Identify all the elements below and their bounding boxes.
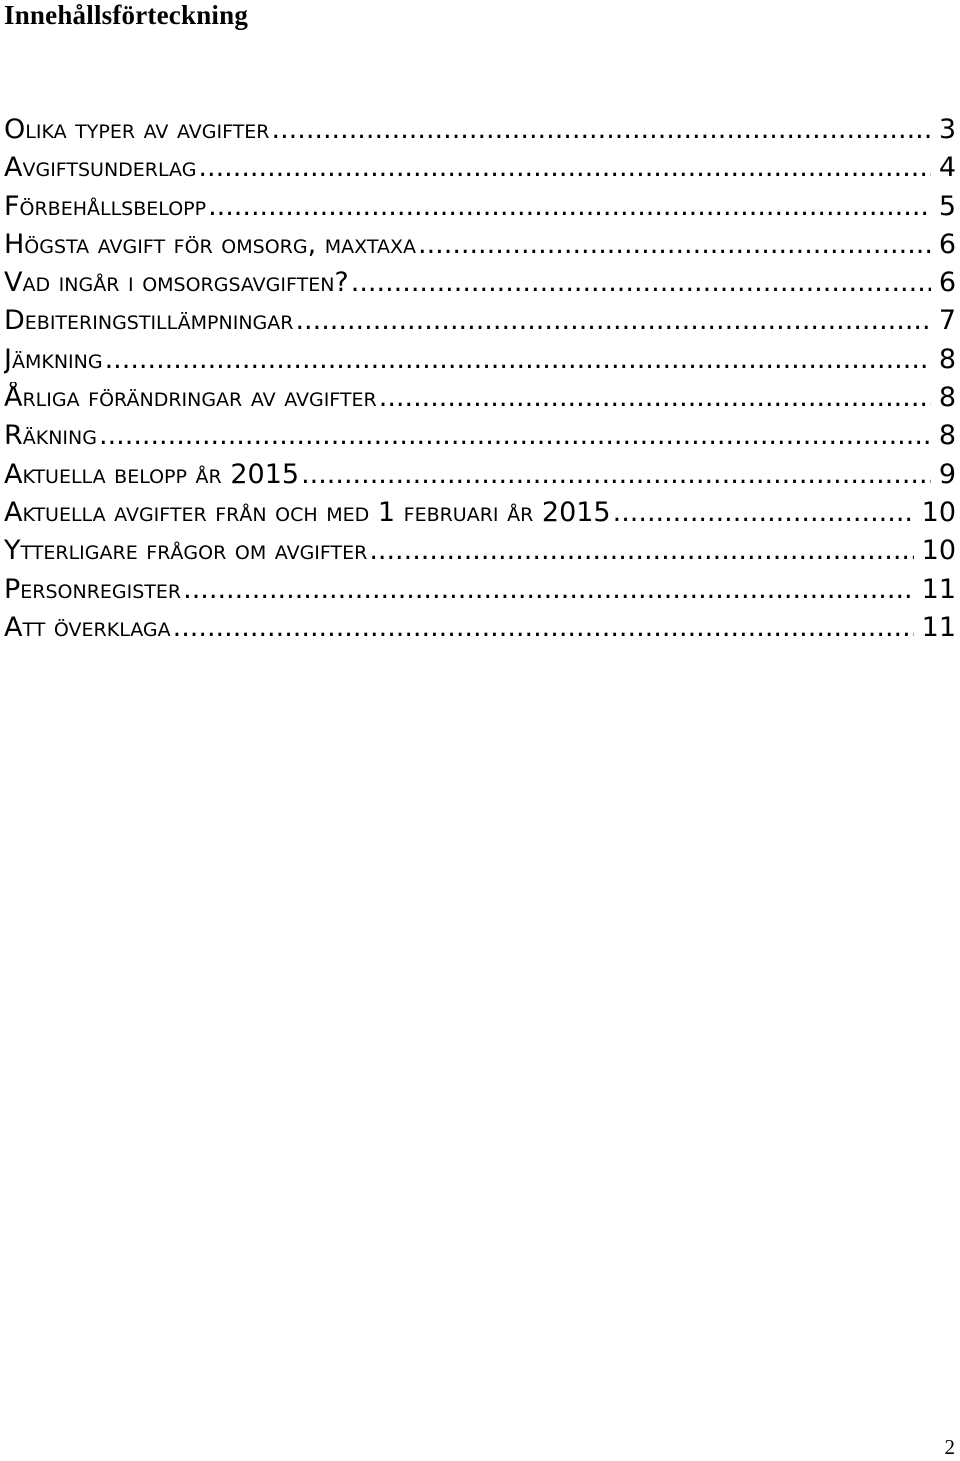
toc-leader-dots [198, 152, 930, 183]
toc-entry-label: Ytterligare frågor om avgifter [4, 535, 368, 567]
toc-entry[interactable] [4, 612, 956, 650]
toc-title: Innehållsförteckning [4, 0, 249, 30]
toc-entry-label: Att överklaga [4, 611, 171, 643]
toc-leader-dots [183, 574, 914, 605]
toc-entry[interactable] [4, 497, 956, 535]
toc-entry-label: Räkning [4, 420, 97, 452]
toc-leader-dots [99, 420, 931, 451]
toc-entry-page: 9 [938, 458, 956, 490]
toc-entry-label: Jämkning [4, 343, 103, 375]
toc-entry[interactable] [4, 191, 956, 229]
toc-entry-page: 4 [938, 152, 956, 184]
toc-entry-page: 5 [938, 190, 956, 222]
toc-leader-dots [301, 459, 931, 490]
toc-entry-label: Personregister [4, 573, 182, 605]
toc-leader-dots [271, 114, 930, 145]
toc-entry[interactable] [4, 574, 956, 612]
toc-entry-label: Olika typer av avgifter [4, 114, 270, 145]
toc-entry[interactable] [4, 344, 956, 382]
toc-leader-dots [295, 305, 930, 336]
toc-entry-label: Aktuella avgifter från och med 1 februari år 2015 [4, 496, 611, 528]
toc-entry-label: Vad ingår i omsorgsavgiften? [4, 267, 349, 299]
toc-entry-label: Aktuella belopp år 2015 [4, 458, 300, 490]
toc-leader-dots [173, 612, 914, 643]
toc-leader-dots [418, 229, 931, 260]
toc-entry-page: 6 [938, 267, 956, 299]
toc-entry-page: 8 [938, 420, 956, 452]
toc-leader-dots [105, 344, 931, 375]
toc-list [4, 114, 956, 650]
toc-leader-dots [208, 191, 931, 222]
toc-entry-page: 11 [921, 573, 956, 605]
toc-entry[interactable] [4, 267, 956, 305]
toc-entry[interactable] [4, 420, 956, 458]
toc-leader-dots [379, 382, 931, 413]
toc-entry-page: 11 [921, 611, 956, 643]
toc-entry[interactable] [4, 305, 956, 343]
toc-entry-page: 8 [938, 382, 956, 414]
toc-entry-label: Avgiftsunderlag [4, 152, 197, 184]
toc-entry[interactable] [4, 382, 956, 420]
toc-entry-label: Förbehållsbelopp [4, 190, 207, 222]
toc-entry-label: Högsta avgift för omsorg, maxtaxa [4, 228, 416, 260]
toc-leader-dots [613, 497, 914, 528]
toc-leader-dots [369, 535, 913, 566]
toc-entry-page: 6 [938, 228, 956, 260]
toc-entry[interactable] [4, 459, 956, 497]
toc-entry[interactable] [4, 229, 956, 267]
toc-entry[interactable] [4, 114, 956, 152]
toc-entry[interactable] [4, 152, 956, 190]
toc-entry[interactable] [4, 535, 956, 573]
toc-entry-label: Debiteringstillämpningar [4, 305, 294, 337]
toc-leader-dots [351, 267, 931, 298]
toc-entry-page: 3 [938, 114, 956, 145]
toc-entry-label: Årliga förändringar av avgifter [4, 382, 377, 414]
toc-entry-page: 7 [938, 305, 956, 337]
page-number: 2 [944, 1435, 955, 1459]
toc-entry-page: 10 [921, 496, 956, 528]
toc-entry-page: 8 [938, 343, 956, 375]
toc-entry-page: 10 [921, 535, 956, 567]
